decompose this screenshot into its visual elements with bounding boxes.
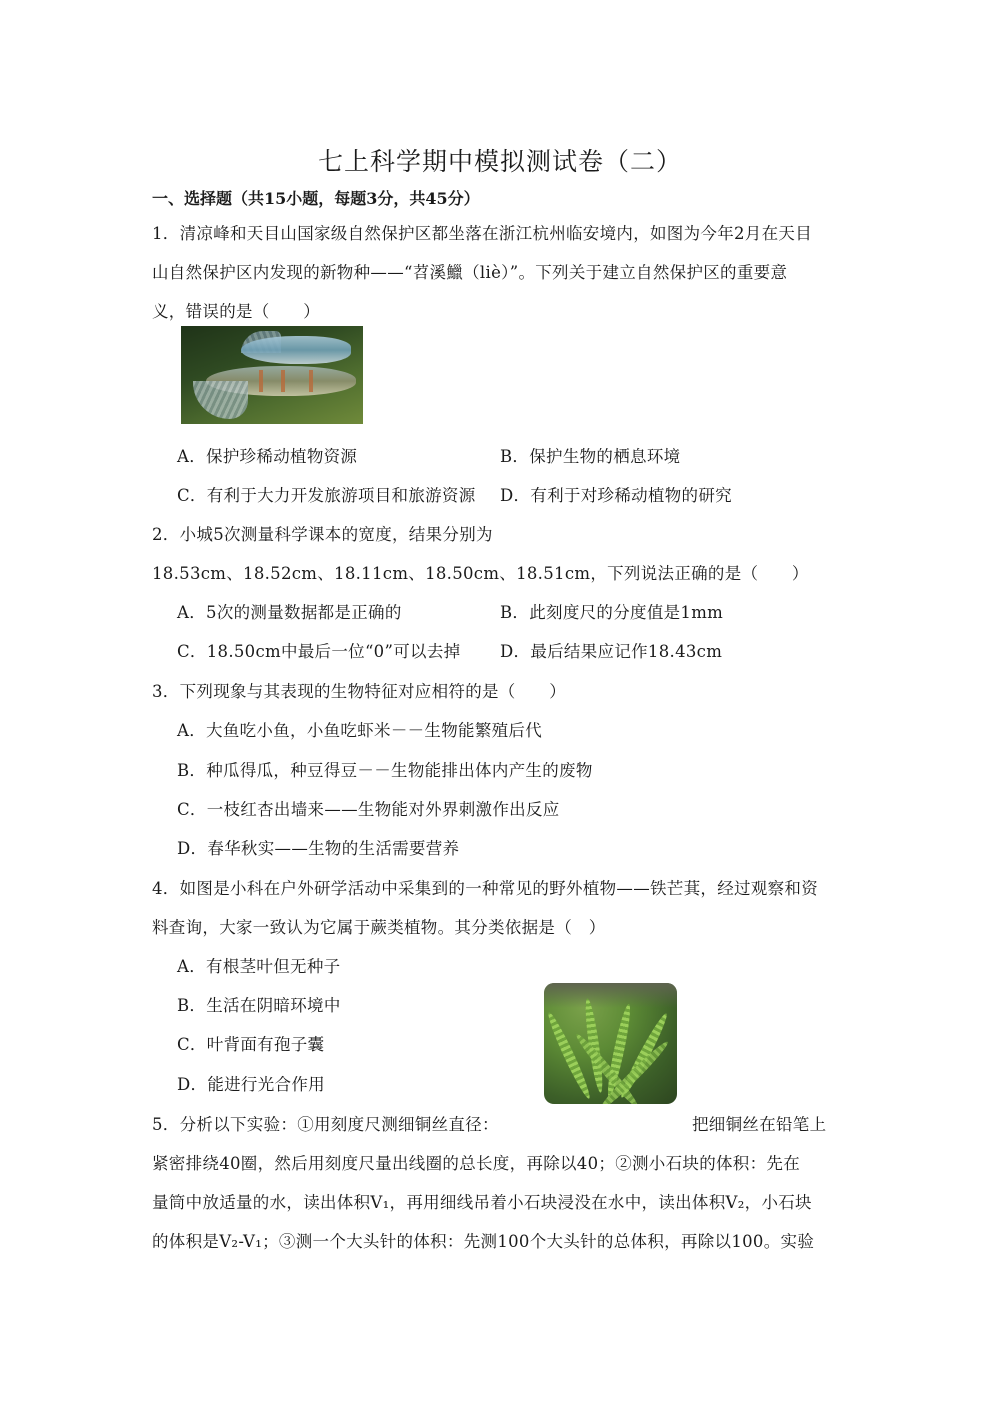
exam-title: 七上科学期中模拟测试卷（二） xyxy=(317,147,682,176)
q5-stem-line-1: 5．分析以下实验：①用刻度尺测细铜丝直径： xyxy=(152,1115,499,1134)
q1-option-a[interactable]: A．保护珍稀动植物资源 xyxy=(177,447,358,466)
q3-option-a[interactable]: A．大鱼吃小鱼，小鱼吃虾米－－生物能繁殖后代 xyxy=(177,721,543,740)
q4-stem-line-1: 4．如图是小科在户外研学活动中采集到的一种常见的野外植物——铁芒萁，经过观察和资 xyxy=(152,879,818,898)
q2-option-c[interactable]: C．18.50cm中最后一位“0”可以去掉 xyxy=(177,642,461,661)
q4-option-d[interactable]: D．能进行光合作用 xyxy=(177,1075,325,1094)
q2-option-d[interactable]: D．最后结果应记作18.43cm xyxy=(500,642,723,661)
q2-stem-line-2: 18.53cm、18.52cm、18.11cm、18.50cm、18.51cm，下列说法正确的是（ ） xyxy=(152,564,809,583)
q1-option-d[interactable]: D．有利于对珍稀动植物的研究 xyxy=(500,486,732,505)
fish-photo xyxy=(181,326,363,424)
q5-stem-line-4: 的体积是V₂-V₁；③测一个大头针的体积：先测100个大头针的总体积，再除以100。实验 xyxy=(152,1232,815,1251)
q1-stem-line-3: 义，错误的是（ ） xyxy=(152,302,320,321)
q3-option-c[interactable]: C．一枝红杏出墙来——生物能对外界刺激作出反应 xyxy=(177,800,560,819)
q3-option-d[interactable]: D．春华秋实——生物的生活需要营养 xyxy=(177,839,460,858)
q1-stem-line-2: 山自然保护区内发现的新物种——“苕溪鱲（liè）”。下列关于建立自然保护区的重要意 xyxy=(152,263,788,282)
q3-option-b[interactable]: B．种瓜得瓜，种豆得豆－－生物能排出体内产生的废物 xyxy=(177,761,593,780)
q3-stem-line-1: 3．下列现象与其表现的生物特征对应相符的是（ ） xyxy=(152,682,566,701)
fern-photo xyxy=(544,983,677,1104)
q5-stem-line-1-cont: 把细铜丝在铅笔上 xyxy=(692,1115,827,1134)
q2-stem-line-1: 2．小城5次测量科学课本的宽度，结果分别为 xyxy=(152,525,493,544)
section-heading: 一、选择题（共15小题，每题3分，共45分） xyxy=(152,189,480,208)
q1-option-b[interactable]: B．保护生物的栖息环境 xyxy=(500,447,681,466)
q2-option-a[interactable]: A．5次的测量数据都是正确的 xyxy=(177,603,402,622)
q4-option-c[interactable]: C．叶背面有孢子囊 xyxy=(177,1035,325,1054)
q2-option-b[interactable]: B．此刻度尺的分度值是1mm xyxy=(500,603,724,622)
q5-stem-line-2: 紧密排绕40圈，然后用刻度尺量出线圈的总长度，再除以40；②测小石块的体积：先在 xyxy=(152,1154,800,1173)
q4-stem-line-2: 料查询，大家一致认为它属于蕨类植物。其分类依据是（ ） xyxy=(152,918,606,937)
q5-stem-line-3: 量筒中放适量的水，读出体积V₁，再用细线吊着小石块浸没在水中，读出体积V₂，小石块 xyxy=(152,1193,812,1212)
q4-option-b[interactable]: B．生活在阴暗环境中 xyxy=(177,996,341,1015)
q4-option-a[interactable]: A．有根茎叶但无种子 xyxy=(177,957,341,976)
q1-stem-line-1: 1．清凉峰和天目山国家级自然保护区都坐落在浙江杭州临安境内，如图为今年2月在天目 xyxy=(152,224,812,243)
q1-option-c[interactable]: C．有利于大力开发旅游项目和旅游资源 xyxy=(177,486,476,505)
